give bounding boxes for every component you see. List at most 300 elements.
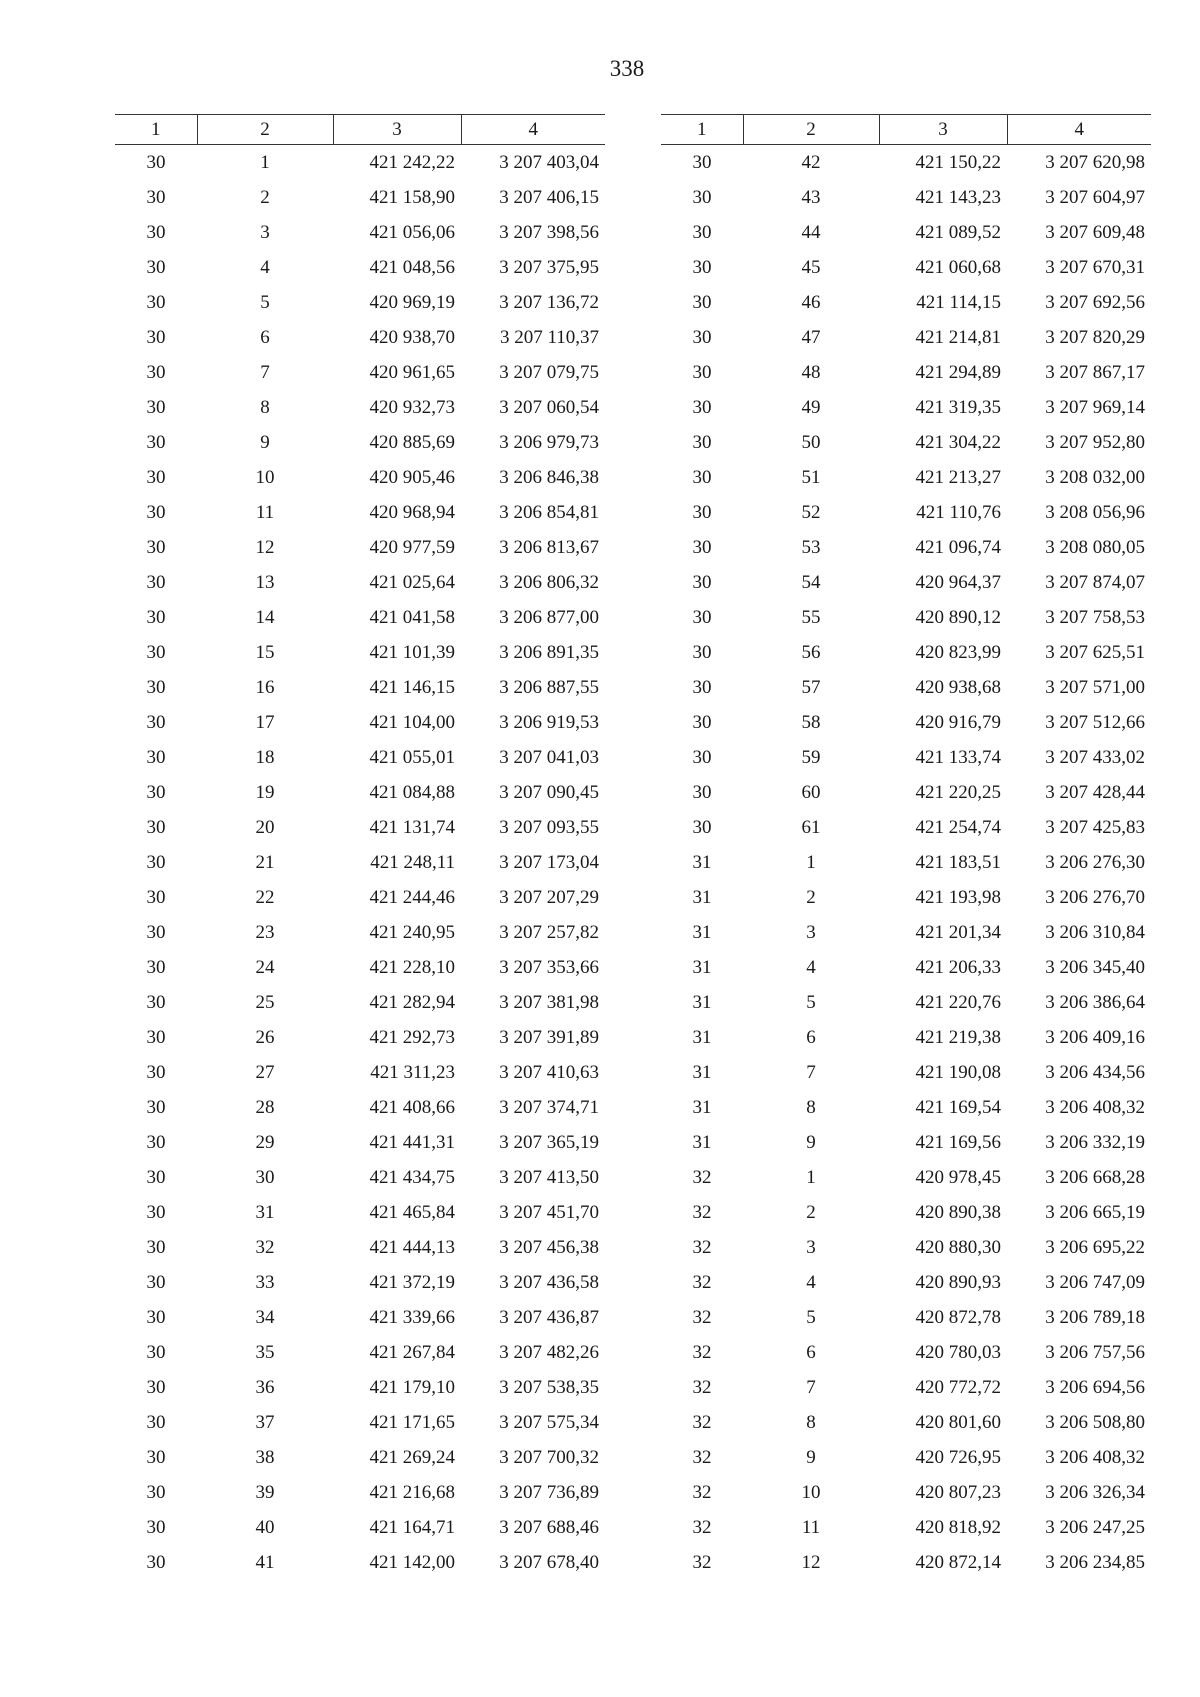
cell-col1: 30 xyxy=(146,431,166,453)
cell-col4: 3 206 332,19 xyxy=(1045,1131,1145,1153)
cell-col4: 3 207 353,66 xyxy=(499,956,599,978)
cell-col2: 23 xyxy=(255,921,275,943)
cell-col2: 6 xyxy=(806,1026,816,1048)
table-header-row xyxy=(115,115,605,145)
cell-col3: 420 905,46 xyxy=(369,466,455,488)
table-row xyxy=(115,495,605,530)
cell-col4: 3 207 079,75 xyxy=(499,361,599,383)
cell-col2: 8 xyxy=(806,1411,816,1433)
cell-col3: 421 089,52 xyxy=(915,221,1001,243)
table-row xyxy=(115,460,605,495)
cell-col4: 3 207 571,00 xyxy=(1045,676,1145,698)
cell-col3: 420 726,95 xyxy=(915,1446,1001,1468)
cell-col3: 420 872,78 xyxy=(915,1306,1001,1328)
cell-col1: 30 xyxy=(146,186,166,208)
cell-col3: 420 938,70 xyxy=(369,326,455,348)
cell-col4: 3 207 575,34 xyxy=(499,1411,599,1433)
cell-col2: 15 xyxy=(255,641,275,663)
cell-col2: 10 xyxy=(801,1481,821,1503)
cell-col3: 421 025,64 xyxy=(369,571,455,593)
column-header-3: 3 xyxy=(333,115,461,145)
cell-col2: 4 xyxy=(260,256,270,278)
cell-col4: 3 207 425,83 xyxy=(1045,816,1145,838)
cell-col3: 420 772,72 xyxy=(915,1376,1001,1398)
cell-col3: 421 465,84 xyxy=(369,1201,455,1223)
table-row xyxy=(115,740,605,775)
cell-col1: 30 xyxy=(146,746,166,768)
cell-col3: 421 104,00 xyxy=(369,711,455,733)
cell-col2: 45 xyxy=(801,256,821,278)
cell-col4: 3 206 846,38 xyxy=(499,466,599,488)
table-row xyxy=(661,1265,1151,1300)
cell-col1: 32 xyxy=(692,1376,712,1398)
cell-col1: 30 xyxy=(146,956,166,978)
cell-col4: 3 207 041,03 xyxy=(499,746,599,768)
table-row xyxy=(661,320,1151,355)
cell-col4: 3 206 408,32 xyxy=(1045,1446,1145,1468)
cell-col1: 32 xyxy=(692,1516,712,1538)
table-row xyxy=(115,775,605,810)
cell-col1: 30 xyxy=(692,536,712,558)
cell-col2: 57 xyxy=(801,676,821,698)
cell-col4: 3 206 345,40 xyxy=(1045,956,1145,978)
cell-col3: 421 142,00 xyxy=(369,1551,455,1573)
table-row xyxy=(115,915,605,950)
cell-col2: 40 xyxy=(255,1516,275,1538)
column-header-1: 1 xyxy=(115,115,197,145)
table-row xyxy=(115,425,605,460)
cell-col1: 30 xyxy=(146,606,166,628)
cell-col4: 3 206 891,35 xyxy=(499,641,599,663)
cell-col3: 420 807,23 xyxy=(915,1481,1001,1503)
cell-col3: 421 114,15 xyxy=(916,291,1001,313)
cell-col3: 420 977,59 xyxy=(369,536,455,558)
cell-col2: 1 xyxy=(806,851,816,873)
cell-col3: 421 254,74 xyxy=(915,816,1001,838)
cell-col3: 421 190,08 xyxy=(915,1061,1001,1083)
cell-col3: 421 292,73 xyxy=(369,1026,455,1048)
cell-col2: 39 xyxy=(255,1481,275,1503)
cell-col2: 33 xyxy=(255,1271,275,1293)
cell-col2: 9 xyxy=(806,1131,816,1153)
table-row xyxy=(661,1405,1151,1440)
cell-col1: 31 xyxy=(692,851,712,873)
table-row xyxy=(115,1020,605,1055)
cell-col2: 44 xyxy=(801,221,821,243)
cell-col1: 30 xyxy=(146,326,166,348)
cell-col4: 3 207 512,66 xyxy=(1045,711,1145,733)
table-row xyxy=(115,810,605,845)
cell-col1: 30 xyxy=(146,1026,166,1048)
cell-col1: 30 xyxy=(692,326,712,348)
cell-col1: 30 xyxy=(146,1131,166,1153)
column-header-3: 3 xyxy=(879,115,1007,145)
cell-col1: 31 xyxy=(692,991,712,1013)
cell-col2: 3 xyxy=(806,1236,816,1258)
cell-col3: 421 133,74 xyxy=(915,746,1001,768)
cell-col3: 421 193,98 xyxy=(915,886,1001,908)
cell-col2: 1 xyxy=(806,1166,816,1188)
table-row xyxy=(115,1230,605,1265)
table-row xyxy=(661,215,1151,250)
cell-col3: 421 319,35 xyxy=(915,396,1001,418)
cell-col1: 30 xyxy=(146,886,166,908)
cell-col2: 12 xyxy=(255,536,275,558)
cell-col3: 420 932,73 xyxy=(369,396,455,418)
cell-col2: 41 xyxy=(255,1551,275,1573)
cell-col3: 421 056,06 xyxy=(369,221,455,243)
cell-col4: 3 207 482,26 xyxy=(499,1341,599,1363)
cell-col2: 32 xyxy=(255,1236,275,1258)
table-row xyxy=(661,250,1151,285)
cell-col3: 421 282,94 xyxy=(369,991,455,1013)
cell-col4: 3 206 434,56 xyxy=(1045,1061,1145,1083)
cell-col4: 3 206 310,84 xyxy=(1045,921,1145,943)
cell-col2: 42 xyxy=(801,151,821,173)
cell-col4: 3 206 806,32 xyxy=(499,571,599,593)
cell-col4: 3 207 403,04 xyxy=(499,151,599,173)
cell-col3: 421 158,90 xyxy=(369,186,455,208)
cell-col2: 8 xyxy=(260,396,270,418)
cell-col3: 420 890,38 xyxy=(915,1201,1001,1223)
table-row xyxy=(661,1195,1151,1230)
cell-col3: 420 890,93 xyxy=(915,1271,1001,1293)
table-row xyxy=(661,1300,1151,1335)
cell-col1: 30 xyxy=(692,361,712,383)
cell-col4: 3 207 670,31 xyxy=(1045,256,1145,278)
cell-col3: 420 823,99 xyxy=(915,641,1001,663)
cell-col4: 3 207 736,89 xyxy=(499,1481,599,1503)
cell-col1: 31 xyxy=(692,921,712,943)
cell-col3: 421 339,66 xyxy=(369,1306,455,1328)
cell-col3: 421 244,46 xyxy=(369,886,455,908)
table-row xyxy=(661,740,1151,775)
table-row xyxy=(115,565,605,600)
cell-col2: 61 xyxy=(801,816,821,838)
cell-col2: 16 xyxy=(255,676,275,698)
table-row xyxy=(115,1510,605,1545)
cell-col4: 3 206 386,64 xyxy=(1045,991,1145,1013)
cell-col3: 421 084,88 xyxy=(369,781,455,803)
table-row xyxy=(661,1335,1151,1370)
cell-col3: 421 372,19 xyxy=(369,1271,455,1293)
cell-col3: 421 169,56 xyxy=(915,1131,1001,1153)
cell-col1: 31 xyxy=(692,886,712,908)
cell-col3: 420 818,92 xyxy=(915,1516,1001,1538)
cell-col1: 30 xyxy=(692,816,712,838)
table-row xyxy=(115,1440,605,1475)
cell-col4: 3 206 247,25 xyxy=(1045,1516,1145,1538)
table-row xyxy=(115,1125,605,1160)
cell-col2: 20 xyxy=(255,816,275,838)
cell-col1: 30 xyxy=(146,641,166,663)
cell-col2: 53 xyxy=(801,536,821,558)
cell-col4: 3 207 093,55 xyxy=(499,816,599,838)
table-row xyxy=(661,1545,1151,1580)
column-header-4: 4 xyxy=(461,115,605,145)
cell-col4: 3 207 604,97 xyxy=(1045,186,1145,208)
cell-col3: 421 219,38 xyxy=(915,1026,1001,1048)
cell-col2: 54 xyxy=(801,571,821,593)
cell-col3: 420 801,60 xyxy=(915,1411,1001,1433)
cell-col1: 32 xyxy=(692,1341,712,1363)
cell-col3: 420 938,68 xyxy=(915,676,1001,698)
table-row xyxy=(115,1405,605,1440)
cell-col2: 55 xyxy=(801,606,821,628)
cell-col1: 30 xyxy=(692,291,712,313)
cell-col2: 6 xyxy=(260,326,270,348)
table-row xyxy=(115,180,605,215)
table-row xyxy=(115,1195,605,1230)
cell-col1: 30 xyxy=(692,151,712,173)
cell-col2: 1 xyxy=(260,151,270,173)
cell-col4: 3 207 874,07 xyxy=(1045,571,1145,593)
cell-col2: 31 xyxy=(255,1201,275,1223)
table-row xyxy=(115,1475,605,1510)
cell-col4: 3 206 665,19 xyxy=(1045,1201,1145,1223)
page-number: 338 xyxy=(609,56,645,81)
cell-col1: 32 xyxy=(692,1411,712,1433)
cell-col1: 30 xyxy=(692,396,712,418)
cell-col2: 60 xyxy=(801,781,821,803)
cell-col1: 30 xyxy=(146,291,166,313)
cell-col1: 30 xyxy=(146,851,166,873)
cell-col1: 31 xyxy=(692,1026,712,1048)
column-header-1: 1 xyxy=(661,115,743,145)
cell-col2: 47 xyxy=(801,326,821,348)
cell-col3: 421 048,56 xyxy=(369,256,455,278)
cell-col3: 421 267,84 xyxy=(369,1341,455,1363)
cell-col4: 3 207 374,71 xyxy=(499,1096,599,1118)
cell-col3: 421 206,33 xyxy=(915,956,1001,978)
table-row xyxy=(661,670,1151,705)
cell-col3: 420 968,94 xyxy=(369,501,455,523)
cell-col3: 420 961,65 xyxy=(369,361,455,383)
cell-col1: 30 xyxy=(146,1516,166,1538)
cell-col3: 420 885,69 xyxy=(369,431,455,453)
cell-col1: 30 xyxy=(692,571,712,593)
cell-col2: 43 xyxy=(801,186,821,208)
table-row xyxy=(115,705,605,740)
cell-col2: 2 xyxy=(806,1201,816,1223)
cell-col4: 3 207 609,48 xyxy=(1045,221,1145,243)
cell-col1: 30 xyxy=(146,1096,166,1118)
cell-col1: 30 xyxy=(692,221,712,243)
cell-col3: 420 880,30 xyxy=(915,1236,1001,1258)
table-row xyxy=(661,355,1151,390)
cell-col1: 30 xyxy=(146,221,166,243)
table-row xyxy=(115,600,605,635)
cell-col1: 30 xyxy=(146,816,166,838)
right-coordinates-table xyxy=(661,114,1151,1580)
cell-col1: 30 xyxy=(146,1061,166,1083)
cell-col1: 30 xyxy=(692,641,712,663)
cell-col4: 3 207 406,15 xyxy=(499,186,599,208)
cell-col4: 3 207 381,98 xyxy=(499,991,599,1013)
cell-col3: 421 169,54 xyxy=(915,1096,1001,1118)
cell-col1: 30 xyxy=(692,256,712,278)
cell-col1: 30 xyxy=(692,746,712,768)
cell-col3: 421 143,23 xyxy=(915,186,1001,208)
table-row xyxy=(661,1370,1151,1405)
cell-col4: 3 207 257,82 xyxy=(499,921,599,943)
cell-col3: 421 213,27 xyxy=(915,466,1001,488)
table-row xyxy=(661,565,1151,600)
table-row xyxy=(115,1370,605,1405)
cell-col2: 56 xyxy=(801,641,821,663)
cell-col4: 3 207 700,32 xyxy=(499,1446,599,1468)
cell-col4: 3 206 695,22 xyxy=(1045,1236,1145,1258)
cell-col2: 21 xyxy=(255,851,275,873)
table-row xyxy=(115,1160,605,1195)
cell-col2: 52 xyxy=(801,501,821,523)
cell-col3: 421 055,01 xyxy=(369,746,455,768)
cell-col1: 32 xyxy=(692,1306,712,1328)
cell-col2: 12 xyxy=(801,1551,821,1573)
table-row xyxy=(115,845,605,880)
table-row xyxy=(115,355,605,390)
cell-col4: 3 207 688,46 xyxy=(499,1516,599,1538)
cell-col2: 11 xyxy=(801,1516,821,1538)
cell-col3: 421 441,31 xyxy=(369,1131,455,1153)
cell-col1: 30 xyxy=(146,1411,166,1433)
cell-col2: 48 xyxy=(801,361,821,383)
cell-col2: 3 xyxy=(806,921,816,943)
cell-col1: 30 xyxy=(146,1201,166,1223)
cell-col4: 3 208 032,00 xyxy=(1045,466,1145,488)
cell-col1: 30 xyxy=(146,256,166,278)
table-row xyxy=(115,285,605,320)
cell-col1: 30 xyxy=(692,711,712,733)
cell-col3: 421 179,10 xyxy=(369,1376,455,1398)
cell-col4: 3 208 056,96 xyxy=(1045,501,1145,523)
cell-col4: 3 206 668,28 xyxy=(1045,1166,1145,1188)
cell-col4: 3 208 080,05 xyxy=(1045,536,1145,558)
cell-col4: 3 207 692,56 xyxy=(1045,291,1145,313)
cell-col1: 30 xyxy=(692,466,712,488)
table-row xyxy=(115,320,605,355)
cell-col2: 29 xyxy=(255,1131,275,1153)
cell-col3: 420 916,79 xyxy=(915,711,1001,733)
table-row xyxy=(661,1440,1151,1475)
left-coordinates-table xyxy=(115,114,605,1580)
cell-col1: 31 xyxy=(692,1131,712,1153)
cell-col3: 421 041,58 xyxy=(369,606,455,628)
cell-col1: 31 xyxy=(692,1061,712,1083)
cell-col4: 3 207 436,87 xyxy=(499,1306,599,1328)
cell-col1: 31 xyxy=(692,956,712,978)
column-header-2: 2 xyxy=(743,115,879,145)
cell-col3: 421 171,65 xyxy=(369,1411,455,1433)
right-table-body xyxy=(661,145,1151,1581)
cell-col2: 26 xyxy=(255,1026,275,1048)
table-header-row xyxy=(661,115,1151,145)
cell-col3: 421 131,74 xyxy=(369,816,455,838)
cell-col4: 3 206 694,56 xyxy=(1045,1376,1145,1398)
table-row xyxy=(115,985,605,1020)
cell-col2: 9 xyxy=(260,431,270,453)
cell-col2: 30 xyxy=(255,1166,275,1188)
cell-col4: 3 207 173,04 xyxy=(499,851,599,873)
cell-col2: 3 xyxy=(260,221,270,243)
cell-col4: 3 206 747,09 xyxy=(1045,1271,1145,1293)
cell-col4: 3 207 758,53 xyxy=(1045,606,1145,628)
cell-col1: 31 xyxy=(692,1096,712,1118)
cell-col1: 32 xyxy=(692,1271,712,1293)
cell-col3: 421 408,66 xyxy=(369,1096,455,1118)
cell-col3: 421 101,39 xyxy=(369,641,455,663)
table-row xyxy=(661,1230,1151,1265)
cell-col2: 9 xyxy=(806,1446,816,1468)
cell-col4: 3 206 979,73 xyxy=(499,431,599,453)
cell-col3: 421 216,68 xyxy=(369,1481,455,1503)
table-row xyxy=(661,845,1151,880)
cell-col1: 32 xyxy=(692,1201,712,1223)
cell-col1: 30 xyxy=(146,396,166,418)
table-row xyxy=(115,670,605,705)
cell-col2: 38 xyxy=(255,1446,275,1468)
table-row xyxy=(115,950,605,985)
cell-col2: 27 xyxy=(255,1061,275,1083)
cell-col2: 24 xyxy=(255,956,275,978)
table-row xyxy=(661,950,1151,985)
cell-col1: 30 xyxy=(146,501,166,523)
table-row xyxy=(115,215,605,250)
cell-col1: 30 xyxy=(692,781,712,803)
table-row xyxy=(661,1125,1151,1160)
cell-col4: 3 207 436,58 xyxy=(499,1271,599,1293)
cell-col3: 421 220,76 xyxy=(915,991,1001,1013)
table-row xyxy=(661,495,1151,530)
cell-col3: 421 096,74 xyxy=(915,536,1001,558)
cell-col4: 3 207 410,63 xyxy=(499,1061,599,1083)
cell-col4: 3 207 820,29 xyxy=(1045,326,1145,348)
cell-col4: 3 207 451,70 xyxy=(499,1201,599,1223)
cell-col1: 30 xyxy=(692,431,712,453)
cell-col3: 421 304,22 xyxy=(915,431,1001,453)
table-row xyxy=(661,460,1151,495)
cell-col4: 3 206 919,53 xyxy=(499,711,599,733)
cell-col1: 30 xyxy=(146,1341,166,1363)
cell-col4: 3 206 877,00 xyxy=(499,606,599,628)
table-row xyxy=(661,1020,1151,1055)
cell-col4: 3 207 413,50 xyxy=(499,1166,599,1188)
cell-col4: 3 207 110,37 xyxy=(499,326,599,348)
cell-col3: 421 214,81 xyxy=(915,326,1001,348)
cell-col4: 3 207 952,80 xyxy=(1045,431,1145,453)
table-row xyxy=(661,390,1151,425)
cell-col2: 28 xyxy=(255,1096,275,1118)
table-row xyxy=(115,145,605,181)
cell-col3: 421 240,95 xyxy=(369,921,455,943)
cell-col4: 3 207 678,40 xyxy=(499,1551,599,1573)
cell-col2: 4 xyxy=(806,956,816,978)
cell-col2: 5 xyxy=(806,1306,816,1328)
cell-col1: 30 xyxy=(146,921,166,943)
cell-col1: 30 xyxy=(146,1236,166,1258)
cell-col3: 420 890,12 xyxy=(915,606,1001,628)
cell-col1: 30 xyxy=(146,466,166,488)
cell-col2: 5 xyxy=(806,991,816,1013)
cell-col2: 11 xyxy=(255,501,275,523)
cell-col2: 6 xyxy=(806,1341,816,1363)
table-row xyxy=(661,425,1151,460)
cell-col2: 8 xyxy=(806,1096,816,1118)
cell-col2: 46 xyxy=(801,291,821,313)
table-row xyxy=(115,635,605,670)
cell-col4: 3 207 060,54 xyxy=(499,396,599,418)
cell-col2: 58 xyxy=(801,711,821,733)
